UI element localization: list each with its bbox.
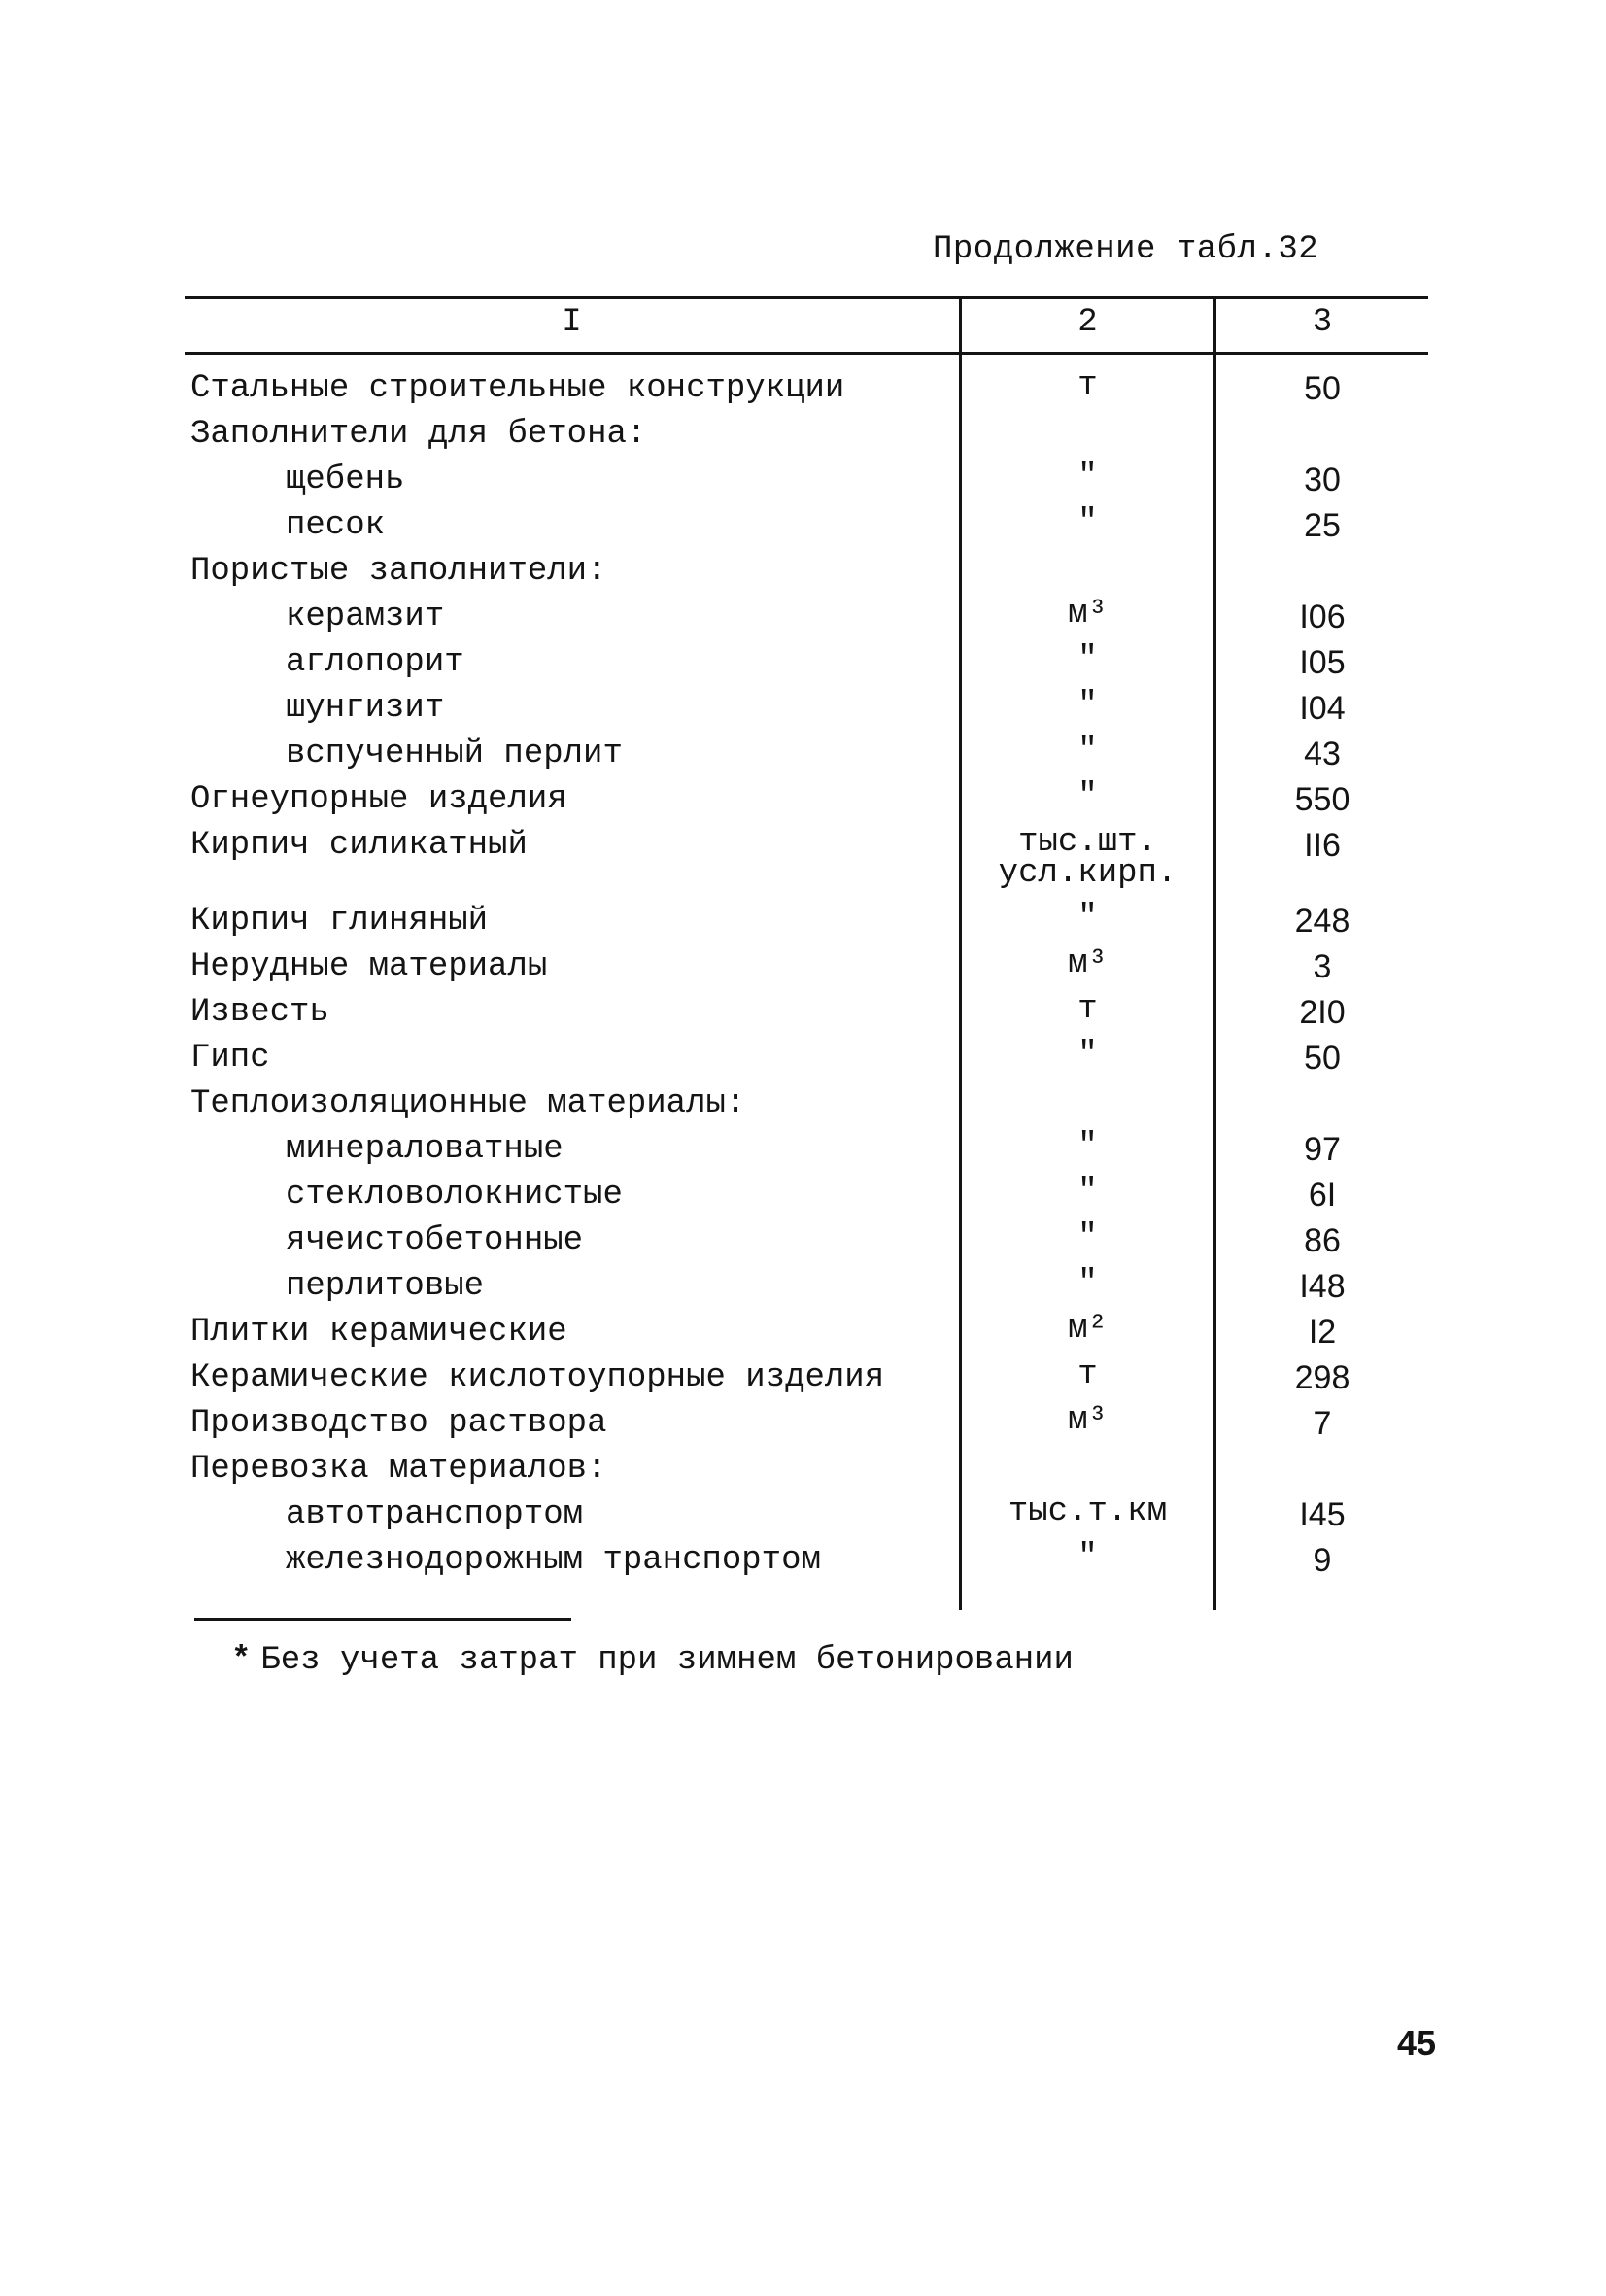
row-value: 550 (1294, 781, 1350, 818)
row-value: I05 (1299, 644, 1346, 681)
column-header-1: I (562, 304, 582, 341)
row-unit (962, 1219, 1213, 1256)
row-value: I04 (1299, 690, 1346, 727)
row-material-name: Нерудные материалы (190, 948, 548, 985)
row-material-name: перлитовые (286, 1268, 485, 1305)
table-header-rule (185, 352, 1428, 355)
row-material-name: ячеистобетонные (286, 1222, 584, 1259)
table-row (185, 412, 1428, 458)
row-value: 43 (1304, 736, 1341, 772)
table-row (185, 1173, 1428, 1218)
row-unit (962, 459, 1213, 496)
row-unit-text: " (1077, 1128, 1098, 1165)
row-value: 30 (1304, 462, 1341, 498)
table-row (185, 1218, 1428, 1264)
row-unit-text: " (1077, 1174, 1098, 1211)
row-unit-text: " (1077, 641, 1098, 678)
table-row (185, 1081, 1428, 1127)
row-value: 6I (1308, 1177, 1337, 1214)
row-unit (962, 1539, 1213, 1576)
row-unit (962, 824, 1213, 892)
row-material-name: Теплоизоляционные материалы: (190, 1085, 746, 1122)
row-value: 50 (1304, 1040, 1341, 1077)
row-material-name: песок (286, 507, 386, 544)
table-row (185, 1127, 1428, 1173)
table-row (185, 595, 1428, 640)
row-unit-text: " (1077, 778, 1098, 815)
row-material-name: минераловатные (286, 1131, 564, 1168)
row-unit-text: " (1077, 900, 1098, 937)
row-material-name: Гипс (190, 1040, 270, 1077)
row-material-name: Заполнители для бетона: (190, 416, 647, 453)
row-material-name: вспученный перлит (286, 736, 623, 772)
row-value: 50 (1304, 370, 1341, 407)
row-unit (962, 991, 1213, 1028)
table-row (185, 686, 1428, 732)
row-unit-text: " (1077, 1265, 1098, 1302)
row-material-name: Плитки керамические (190, 1314, 567, 1351)
row-unit-text-line2: усл.кирп. (998, 855, 1178, 892)
row-unit (962, 1037, 1213, 1074)
row-unit-text: " (1077, 1219, 1098, 1256)
row-unit (962, 596, 1213, 633)
row-unit (962, 1128, 1213, 1165)
table-row (185, 366, 1428, 412)
row-unit-text: " (1077, 1539, 1098, 1576)
row-value: 25 (1304, 507, 1341, 544)
row-value: 9 (1313, 1542, 1332, 1579)
footnote (231, 1642, 1074, 1679)
row-value: I2 (1308, 1314, 1337, 1351)
row-unit (962, 641, 1213, 678)
table-row (185, 732, 1428, 777)
row-unit (962, 1174, 1213, 1211)
row-material-name: Производство раствора (190, 1405, 607, 1442)
table-top-rule (185, 296, 1428, 299)
table-row (185, 640, 1428, 686)
table-row (185, 1036, 1428, 1081)
row-material-name: Кирпич силикатный (190, 827, 528, 864)
row-unit-text: " (1077, 504, 1098, 541)
row-material-name: Пористые заполнители: (190, 553, 607, 590)
row-unit (962, 1265, 1213, 1302)
table-row (185, 823, 1428, 899)
row-value: 7 (1313, 1405, 1332, 1442)
row-unit (962, 945, 1213, 982)
row-unit (962, 504, 1213, 541)
table-row (185, 1264, 1428, 1310)
row-material-name: стекловолокнистые (286, 1177, 623, 1214)
materials-table (185, 296, 1428, 1610)
row-unit-text: м² (1068, 1311, 1108, 1348)
table-row (185, 990, 1428, 1036)
row-material-name: железнодорожным транспортом (286, 1542, 821, 1579)
row-value: 97 (1304, 1131, 1341, 1168)
row-unit-text: " (1077, 733, 1098, 770)
row-value: 298 (1294, 1359, 1350, 1396)
row-value: 86 (1304, 1222, 1341, 1259)
table-row (185, 777, 1428, 823)
table-row (185, 1310, 1428, 1355)
row-value: II6 (1304, 827, 1341, 864)
row-unit (962, 1356, 1213, 1393)
row-unit-text: тыс.т.км (1008, 1493, 1168, 1530)
column-header-2: 2 (1077, 304, 1098, 341)
footnote-mark: * (231, 1642, 252, 1679)
footnote-text: Без учета затрат при зимнем бетонировании (260, 1642, 1074, 1679)
table-row (185, 1355, 1428, 1401)
row-material-name: керамзит (286, 599, 445, 635)
table-row (185, 944, 1428, 990)
table-row (185, 1447, 1428, 1492)
row-unit-text: м³ (1068, 945, 1108, 982)
row-value: 2I0 (1299, 994, 1346, 1031)
row-unit (962, 687, 1213, 724)
row-material-name: щебень (286, 462, 405, 498)
row-unit-text: м³ (1068, 596, 1108, 633)
row-unit (962, 733, 1213, 770)
row-unit (962, 1402, 1213, 1439)
table-row (185, 1401, 1428, 1447)
row-unit-text: тыс.шт. (1018, 824, 1157, 861)
table-body (185, 366, 1428, 1584)
table-row (185, 1492, 1428, 1538)
row-material-name: Перевозка материалов: (190, 1451, 607, 1488)
row-unit (962, 778, 1213, 815)
row-unit-text: т (1077, 991, 1098, 1028)
table-row (185, 899, 1428, 944)
column-header-3: 3 (1312, 304, 1333, 341)
row-unit (962, 367, 1213, 404)
table-row (185, 458, 1428, 503)
row-unit-text: м³ (1068, 1402, 1108, 1439)
page-number: 45 (1397, 2023, 1437, 2063)
table-caption: Продолжение табл.32 (933, 231, 1319, 268)
row-unit (962, 900, 1213, 937)
row-unit-text: т (1077, 367, 1098, 404)
row-unit (962, 1311, 1213, 1348)
row-value: I48 (1299, 1268, 1346, 1305)
row-material-name: Огнеупорные изделия (190, 781, 567, 818)
row-material-name: Кирпич глиняный (190, 903, 489, 940)
row-value: I06 (1299, 599, 1346, 635)
row-value: I45 (1299, 1496, 1346, 1533)
row-material-name: Известь (190, 994, 329, 1031)
table-row (185, 503, 1428, 549)
row-value: 248 (1294, 903, 1350, 940)
row-unit (962, 1493, 1213, 1530)
row-material-name: Керамические кислотоупорные изделия (190, 1359, 885, 1396)
row-unit-text: " (1077, 1037, 1098, 1074)
row-value: 3 (1313, 948, 1332, 985)
row-unit-text: " (1077, 687, 1098, 724)
row-material-name: автотранспортом (286, 1496, 584, 1533)
footnote-rule (194, 1618, 571, 1621)
row-unit-text: т (1077, 1356, 1098, 1393)
table-row (185, 1538, 1428, 1584)
row-material-name: Стальные строительные конструкции (190, 370, 845, 407)
row-material-name: шунгизит (286, 690, 445, 727)
table-row (185, 549, 1428, 595)
row-material-name: аглопорит (286, 644, 464, 681)
row-unit-text: " (1077, 459, 1098, 496)
